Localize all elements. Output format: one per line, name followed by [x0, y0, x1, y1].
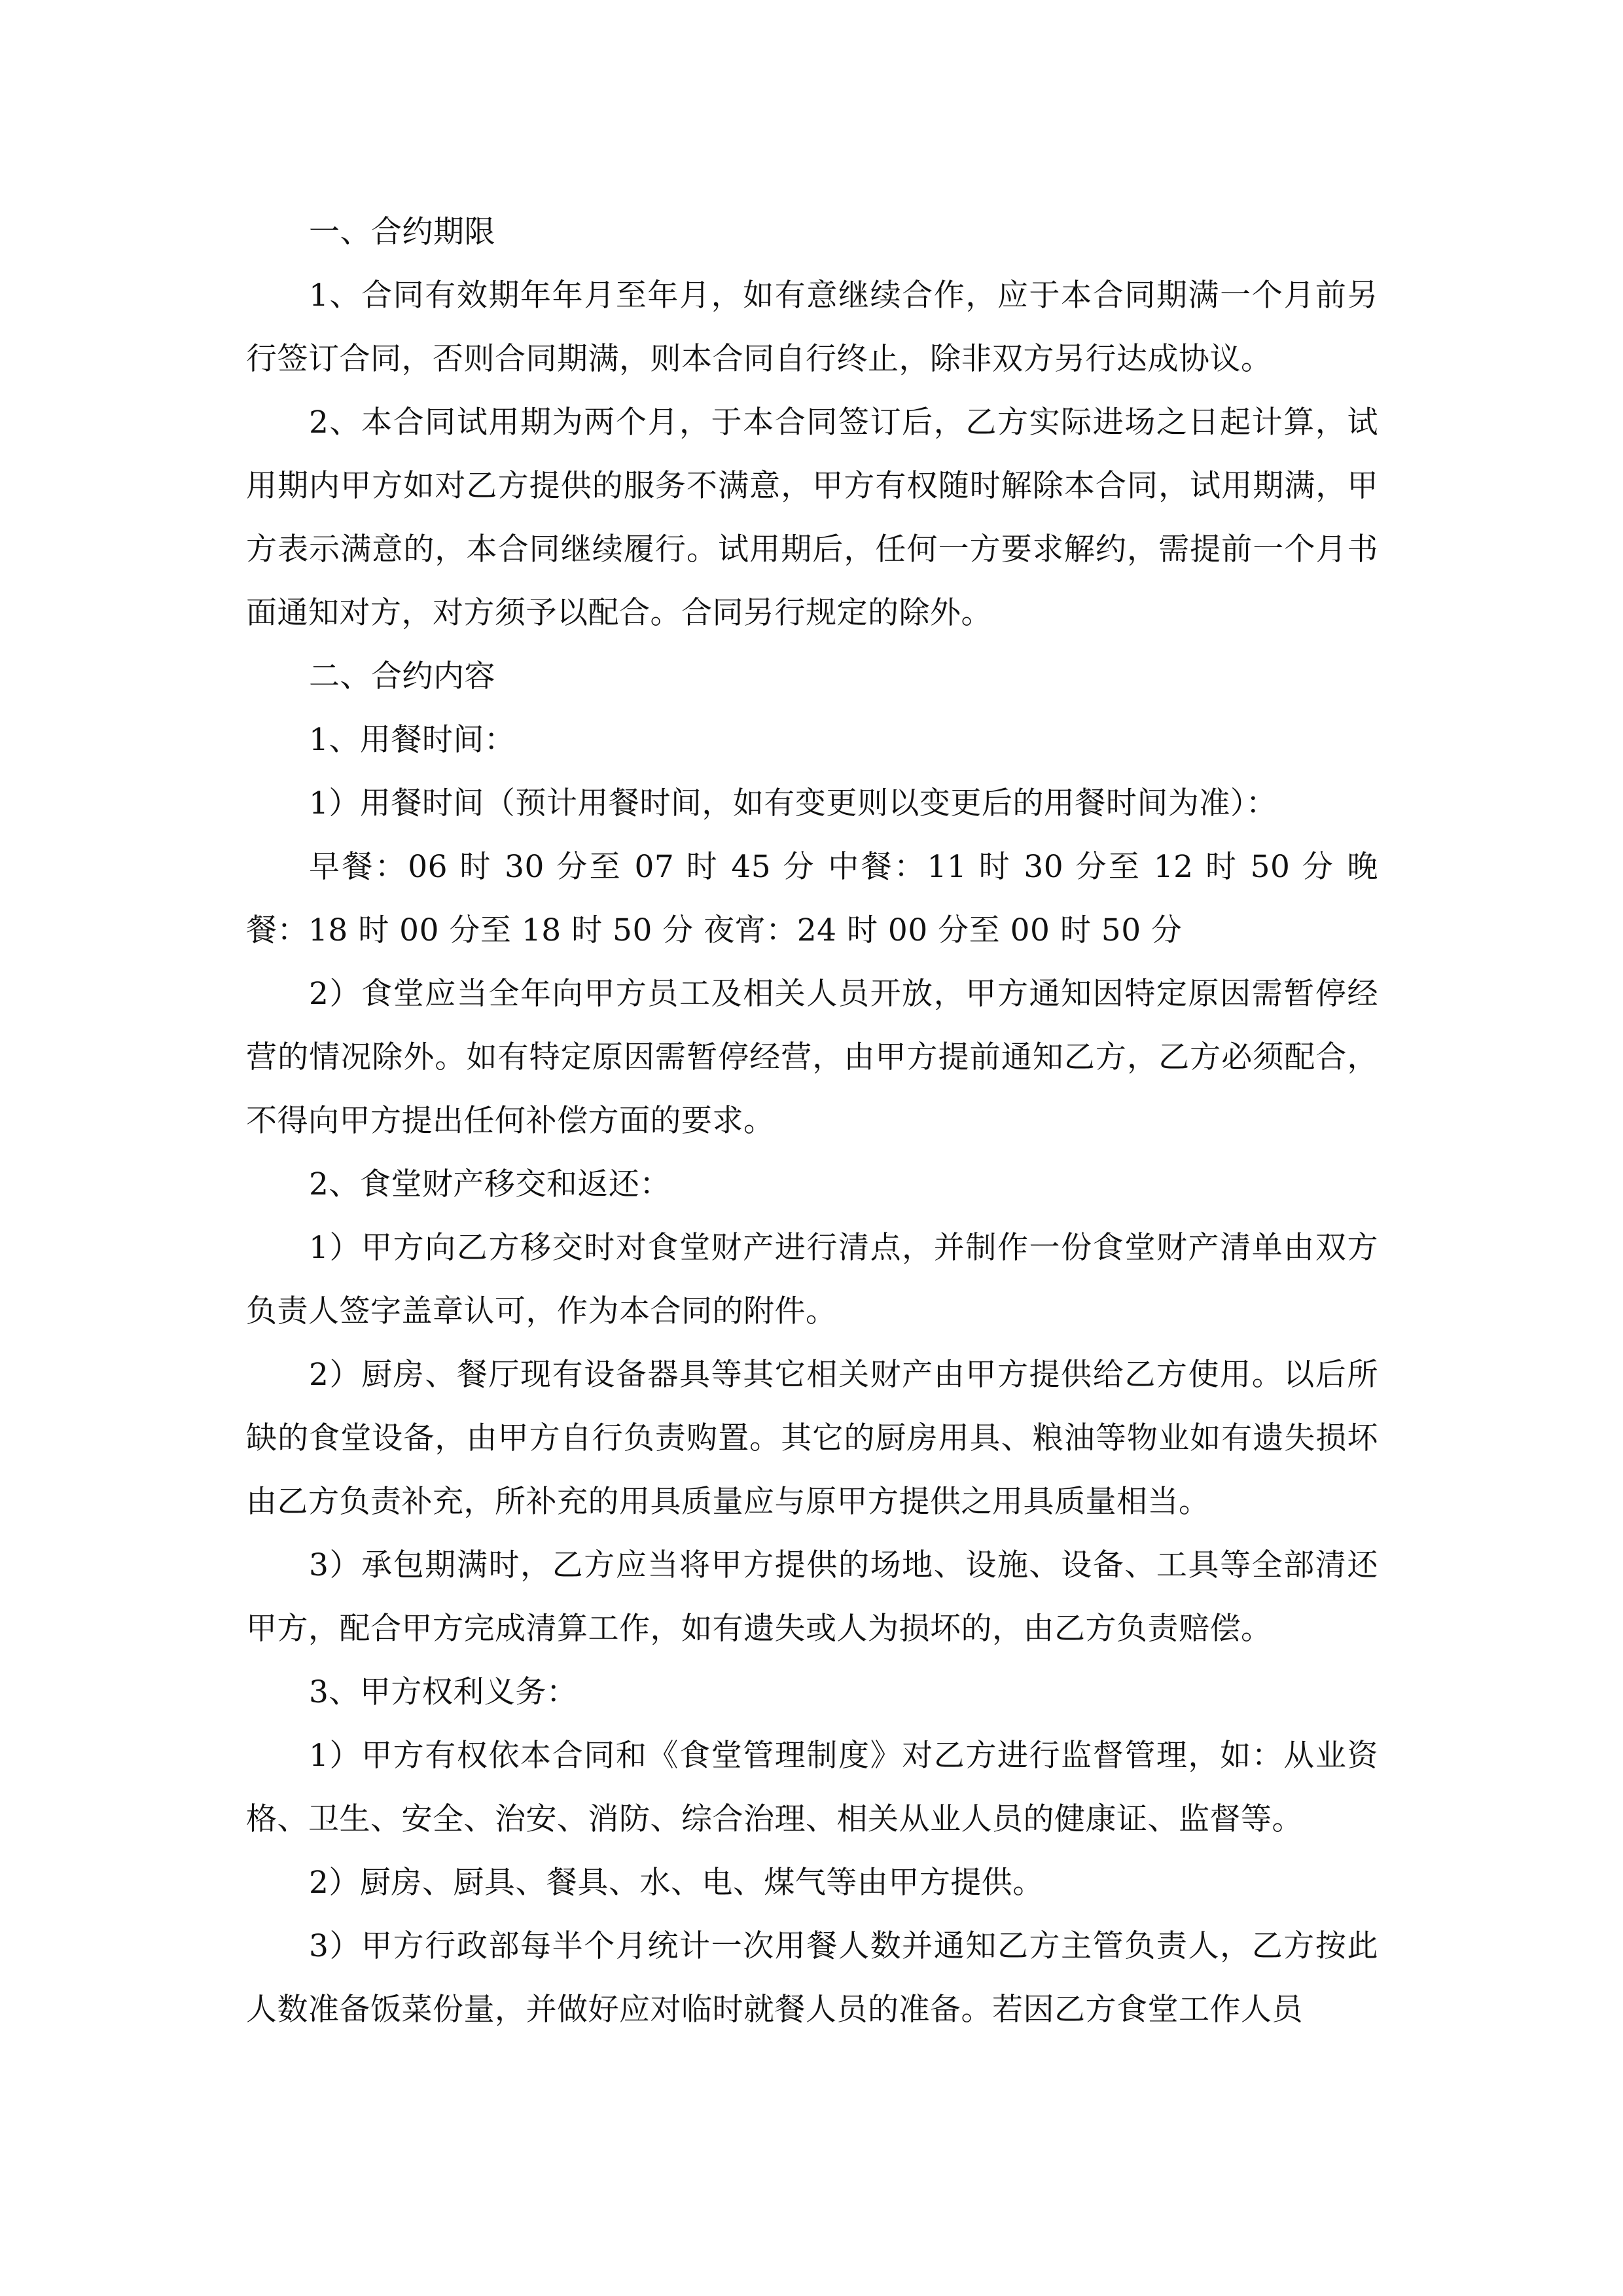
item-meal-time-intro: 1）用餐时间（预计用餐时间，如有变更则以变更后的用餐时间为准）： [309, 785, 1277, 821]
item-meal-schedule: 早餐：06 时 30 分至 07 时 45 分 中餐：11 时 30 分至 12 时 50 分 晚餐：18 时 00 分至 18 时 50 分 夜宵：24 时 00 分至 00 时 50 分 [246, 849, 1378, 948]
item-supervision: 1）甲方有权依本合同和《食堂管理制度》对乙方进行监督管理，如：从业资格、卫生、安全、治安、消防、综合治理、相关从业人员的健康证、监督等。 [246, 1738, 1378, 1837]
item-equipment-provision: 2）厨房、餐厅现有设备器具等其它相关财产由甲方提供给乙方使用。以后所缺的食堂设备，由甲方自行负责购置。其它的厨房用具、粮油等物业如有遗失损坏由乙方负责补充，所补充的用具质量应与原甲方提供之用具质量相当。 [246, 1357, 1378, 1520]
item-canteen-open: 2）食堂应当全年向甲方员工及相关人员开放，甲方通知因特定原因需暂停经营的情况除外。如有特定原因需暂停经营，由甲方提前通知乙方，乙方必须配合，不得向甲方提出任何补偿方面的要求。 [246, 976, 1378, 1139]
clause-2-trial-period: 2、本合同试用期为两个月，于本合同签订后，乙方实际进场之日起计算，试用期内甲方如对乙方提供的服务不满意，甲方有权随时解除本合同，试用期满，甲方表示满意的，本合同继续履行。试用期后，任何一方要求解约，需提前一个月书面通知对方，对方须予以配合。合同另行规定的除外。 [246, 404, 1378, 631]
section-heading-contract-content: 二、合约内容 [309, 658, 495, 694]
clause-1-validity: 1、合同有效期年年月至年月，如有意继续合作，应于本合同期满一个月前另行签订合同，否则合同期满，则本合同自行终止，除非双方另行达成协议。 [246, 278, 1378, 377]
section-heading-contract-term: 一、合约期限 [309, 214, 495, 250]
document-body [246, 200, 1378, 2041]
item-headcount-statistics: 3）甲方行政部每半个月统计一次用餐人数并通知乙方主管负责人，乙方按此人数准备饭菜份量，并做好应对临时就餐人员的准备。若因乙方食堂工作人员 [246, 1928, 1378, 2028]
subsection-heading-party-a-rights: 3、甲方权利义务： [309, 1674, 578, 1710]
item-property-inventory: 1）甲方向乙方移交时对食堂财产进行清点，并制作一份食堂财产清单由双方负责人签字盖章认可，作为本合同的附件。 [246, 1230, 1378, 1329]
subsection-heading-meal-time: 1、用餐时间： [309, 722, 516, 758]
item-facilities-provided: 2）厨房、厨具、餐具、水、电、煤气等由甲方提供。 [309, 1865, 1044, 1901]
item-return-on-expiry: 3）承包期满时，乙方应当将甲方提供的场地、设施、设备、工具等全部清还甲方，配合甲方完成清算工作，如有遗失或人为损坏的，由乙方负责赔偿。 [246, 1547, 1378, 1647]
subsection-heading-property-transfer: 2、食堂财产移交和返还： [309, 1166, 671, 1202]
